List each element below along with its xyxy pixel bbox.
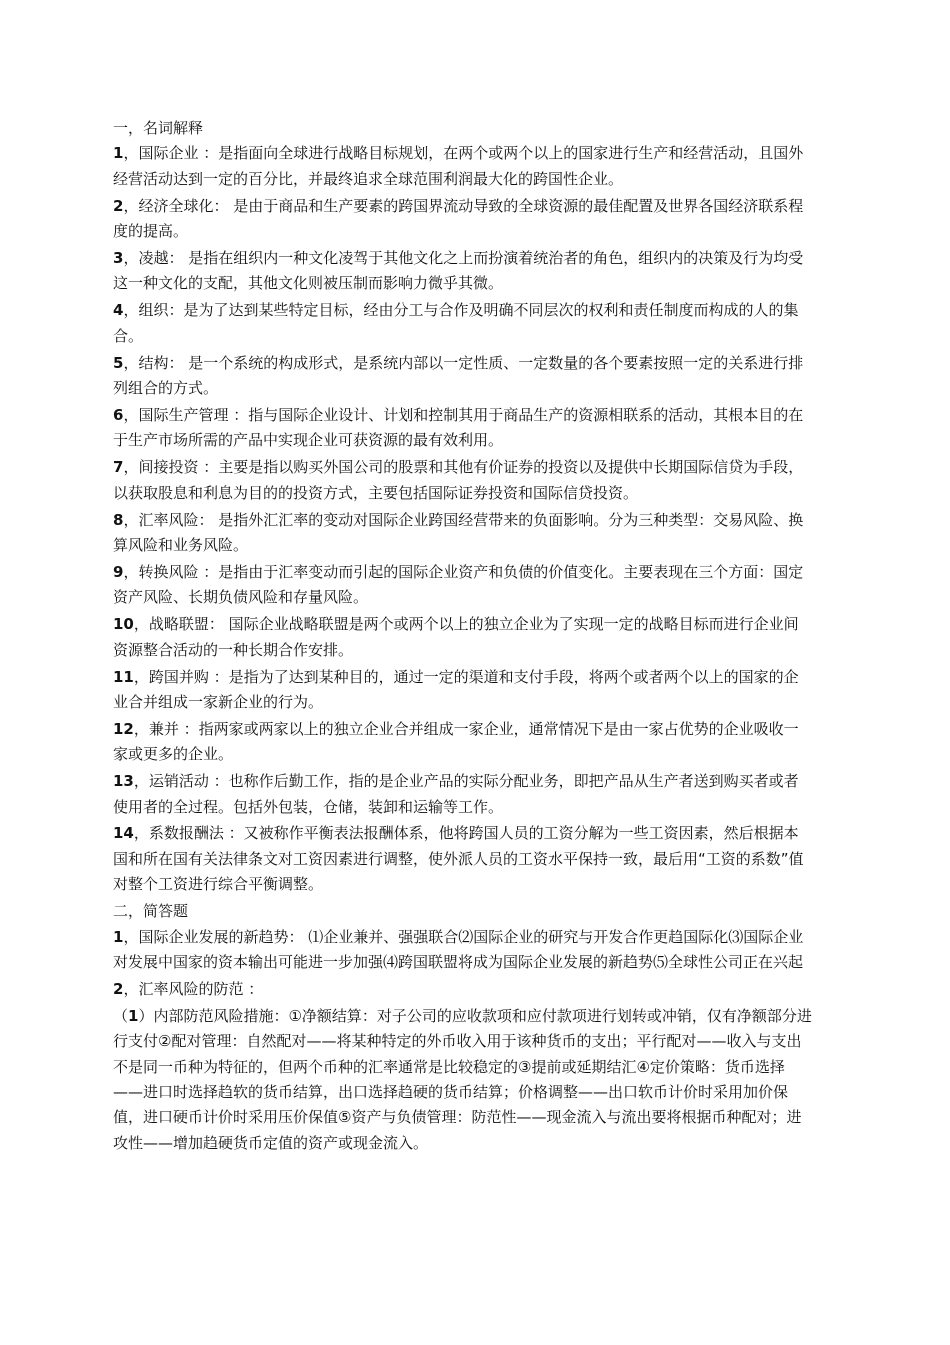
entry-number: 2 bbox=[113, 979, 124, 998]
entry-number: 1 bbox=[113, 144, 124, 163]
entry-number: 8 bbox=[113, 510, 124, 529]
entry-number: 11 bbox=[113, 667, 134, 686]
definition-entry bbox=[113, 821, 813, 897]
risk-prevention-paragraph bbox=[113, 1004, 813, 1156]
entry-text: ，经济全球化： 是由于商品和生产要素的跨国界流动导致的全球资源的最佳配置及世界各国经济联系程度的提高。 bbox=[113, 196, 804, 241]
paragraph-text: ）内部防范风险措施：①净额结算：对子公司的应收款项和应付款项进行划转或冲销，仅有净额部分进行支付②配对管理：自然配对——将某种特定的外币收入用于该种货币的支出；平行配对——收入与支出不是同一币种为特征的，但两个币种的汇率通常是比较稳定的③提前或延期结汇④定价策略：货币选择——进口时选择趋软的货币结算，出口选择趋硬的货币结算；价格调整——出口软币计价时采用加价保值，进口硬币计价时采用压价保值⑤资产与负债管理：防范性——现金流入与流出要将根据币种配对；进攻性——增加趋硬货币定值的资产或现金流入。 bbox=[113, 1006, 812, 1152]
definition-entry bbox=[113, 560, 813, 611]
short-answers-list bbox=[113, 925, 813, 1003]
entry-number: 12 bbox=[113, 719, 134, 738]
entry-number: 13 bbox=[113, 772, 134, 791]
definition-entry bbox=[113, 612, 813, 663]
entry-number: 10 bbox=[113, 615, 134, 634]
definition-entry bbox=[113, 665, 813, 716]
entry-text: ，运销活动 ：也称作后勤工作，指的是企业产品的实际分配业务，即把产品从生产者送到购买者或者使用者的全过程。包括外包装，仓储，装卸和运输等工作。 bbox=[113, 772, 799, 816]
entry-number: 5 bbox=[113, 353, 124, 372]
entry-text: ，国际企业发展的新趋势： ⑴企业兼并、强强联合⑵国际企业的研究与开发合作更趋国际化⑶国际企业对发展中国家的资本输出可能进一步加强⑷跨国联盟将成为国际企业发展的新趋势⑸全球性公司正在兴起 bbox=[113, 927, 804, 971]
entry-text: ，汇率风险的防范 ： bbox=[123, 979, 264, 998]
definition-entry bbox=[113, 141, 813, 192]
entry-text: ，凌越： 是指在组织内一种文化凌驾于其他文化之上而扮演着统治者的角色，组织内的决策及行为均受这一种文化的支配，其他文化则被压制而影响力微乎其微。 bbox=[113, 249, 804, 293]
short-answer-entry bbox=[113, 925, 813, 976]
definition-entry bbox=[113, 194, 813, 245]
entry-text: ，结构： 是一个系统的构成形式，是系统内部以一定性质、一定数量的各个要素按照一定的关系进行排列组合的方式。 bbox=[113, 353, 804, 398]
section-heading-short-answers: 二，简答题 bbox=[113, 902, 189, 921]
definition-entry bbox=[113, 246, 813, 297]
definitions-list bbox=[113, 141, 813, 897]
entry-number: 4 bbox=[113, 301, 124, 320]
definition-entry bbox=[113, 508, 813, 559]
entry-text: ，系数报酬法 ：又被称作平衡表法报酬体系，他将跨国人员的工资分解为一些工资因素，然后根据本国和所在国有关法律条文对工资因素进行调整，使外派人员的工资水平保持一致，最后用“工资的系数”值对整个工资进行综合平衡调整。 bbox=[113, 824, 804, 894]
definition-entry bbox=[113, 455, 813, 506]
entry-text: ，汇率风险： 是指外汇汇率的变动对国际企业跨国经营带来的负面影响。分为三种类型：交易风险、换算风险和业务风险。 bbox=[113, 510, 804, 554]
entry-text: ，战略联盟： 国际企业战略联盟是两个或两个以上的独立企业为了实现一定的战略目标而进行企业间资源整合活动的一种长期合作安排。 bbox=[113, 615, 799, 659]
entry-number: 9 bbox=[113, 562, 124, 581]
entry-number: 3 bbox=[113, 249, 124, 268]
document-page bbox=[113, 116, 813, 1158]
entry-text: ，转换风险 ：是指由于汇率变动而引起的国际企业资产和负债的价值变化。主要表现在三个方面：国定资产风险、长期负债风险和存量风险。 bbox=[113, 562, 804, 607]
definition-entry bbox=[113, 298, 813, 349]
entry-number: 14 bbox=[113, 824, 134, 843]
definition-entry bbox=[113, 351, 813, 402]
entry-text: ，组织：是为了达到某些特定目标，经由分工与合作及明确不同层次的权利和责任制度而构成的人的集合。 bbox=[113, 301, 799, 345]
paragraph-number: 1 bbox=[128, 1006, 139, 1025]
short-answer-entry bbox=[113, 977, 813, 1002]
definition-entry bbox=[113, 769, 813, 820]
entry-text: ，国际生产管理 ：指与国际企业设计、计划和控制其用于商品生产的资源相联系的活动，其根本目的在于生产市场所需的产品中实现企业可获资源的最有效利用。 bbox=[113, 405, 804, 450]
entry-text: ，间接投资 ：主要是指以购买外国公司的股票和其他有价证券的投资以及提供中长期国际信贷为手段，以获取股息和利息为目的的投资方式，主要包括国际证券投资和国际信贷投资。 bbox=[113, 458, 804, 502]
entry-number: 2 bbox=[113, 196, 124, 215]
entry-text: ，跨国并购 ：是指为了达到某种目的，通过一定的渠道和支付手段，将两个或者两个以上的国家的企业合并组成一家新企业的行为。 bbox=[113, 667, 799, 711]
section-heading-definitions: 一，名词解释 bbox=[113, 119, 204, 137]
entry-number: 6 bbox=[113, 405, 124, 424]
entry-number: 7 bbox=[113, 458, 124, 477]
entry-number: 1 bbox=[113, 927, 124, 946]
entry-text: ，兼并 ：指两家或两家以上的独立企业合并组成一家企业，通常情况下是由一家占优势的企业吸收一家或更多的企业。 bbox=[113, 719, 799, 764]
definition-entry bbox=[113, 717, 813, 768]
paragraph-open-paren: （ bbox=[113, 1006, 129, 1025]
definition-entry bbox=[113, 403, 813, 454]
entry-text: ，国际企业 ：是指面向全球进行战略目标规划，在两个或两个以上的国家进行生产和经营活动，且国外经营活动达到一定的百分比，并最终追求全球范围利润最大化的跨国性企业。 bbox=[113, 144, 804, 188]
